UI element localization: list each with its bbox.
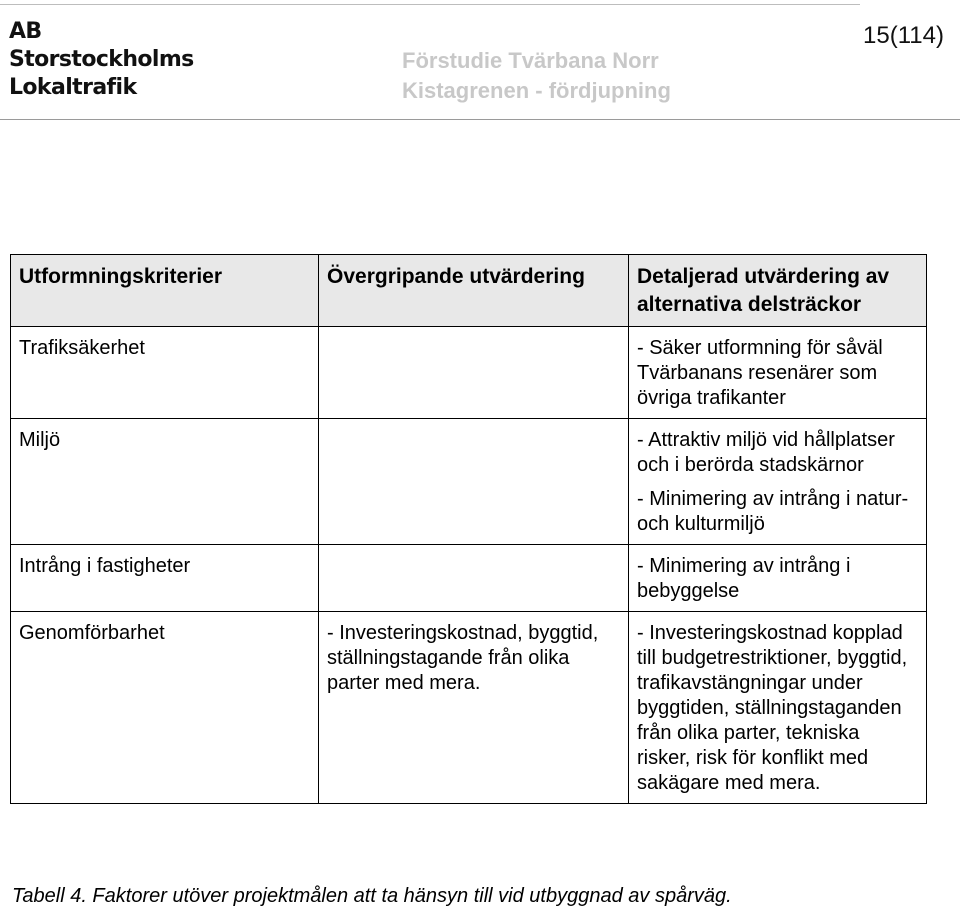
header-overall: Övergripande utvärdering [319,255,629,327]
logo-line: Storstockholms [9,47,194,72]
overall-cell: - Investeringskostnad, byggtid, ställningstagande från olika parter med mera. [319,612,629,804]
detailed-item: - Investeringskostnad kopplad till budgetrestriktioner, byggtid, trafikavstängningar under byggtiden, ställningstaganden från olika parter, tekniska risker, risk för konflikt med sakägare med mera. [637,622,908,794]
logo-line: Lokaltrafik [9,75,137,100]
overall-cell [319,327,629,419]
criterion-cell: Intrång i fastigheter [11,545,319,612]
header-detailed: Detaljerad utvärdering av alternativa delsträckor [629,255,927,327]
overall-cell [319,545,629,612]
page-number: 15(114) [863,22,944,49]
table-row [11,612,927,804]
detailed-item: - Minimering av intrång i natur- och kulturmiljö [637,488,909,535]
detailed-cell [629,419,927,545]
company-logo [9,18,194,102]
table-row [11,545,927,612]
document-title [402,46,671,106]
criterion-cell: Genomförbarhet [11,612,319,804]
criterion-cell: Miljö [11,419,319,545]
criterion-cell: Trafiksäkerhet [11,327,319,419]
document-title-line: Förstudie Tvärbana Norr [402,48,659,73]
detailed-cell [629,545,927,612]
detailed-item: - Attraktiv miljö vid hållplatser och i berörda stadskärnor [637,429,895,476]
header-top-rule [0,4,860,5]
detailed-cell [629,327,927,419]
table-header-row [11,255,927,327]
table-caption: Tabell 4. Faktorer utöver projektmålen att ta hänsyn till vid utbyggnad av spårväg. [12,885,732,907]
criteria-table [10,254,927,804]
detailed-item: - Säker utformning för såväl Tvärbanans resenärer som övriga trafikanter [637,337,883,409]
table-row [11,327,927,419]
header-divider [0,119,960,120]
detailed-item: - Minimering av intrång i bebyggelse [637,555,851,602]
overall-cell [319,419,629,545]
logo-line: AB [9,19,42,44]
table-row [11,419,927,545]
detailed-cell [629,612,927,804]
header-criteria: Utformningskriterier [11,255,319,327]
document-subtitle-line: Kistagrenen - fördjupning [402,78,671,103]
